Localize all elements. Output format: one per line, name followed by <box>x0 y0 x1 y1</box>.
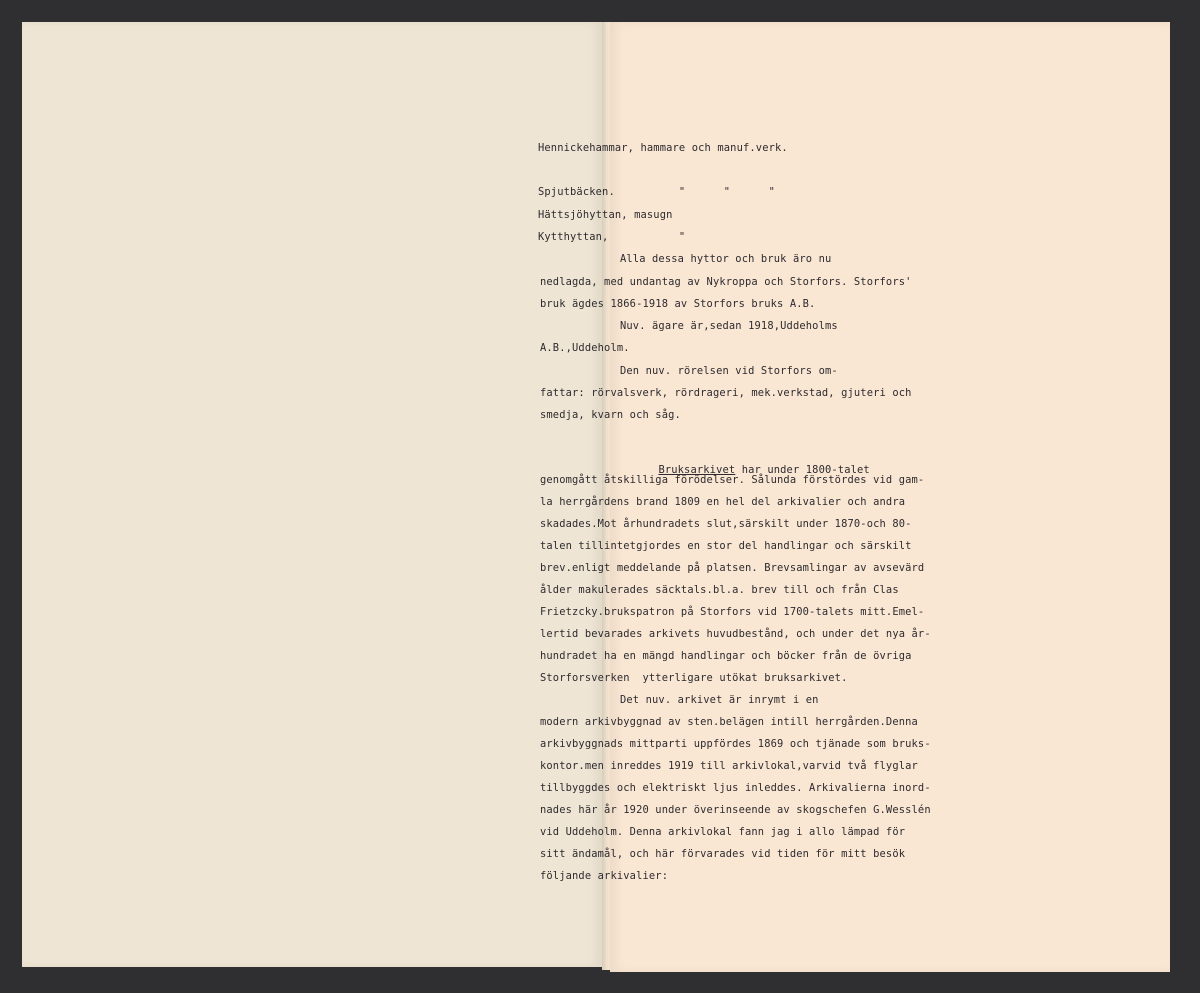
line-11: fattar: rörvalsverk, rördrageri, mek.verkstad, gjuteri och <box>540 387 912 399</box>
line-23: Storforsverken ytterligare utökat bruksarkivet. <box>540 672 848 684</box>
line-1: Hennickehammar, hammare och manuf.verk. <box>538 142 788 154</box>
line-12: smedja, kvarn och såg. <box>540 409 681 421</box>
line-19: ålder makulerades säcktals.bl.a. brev till och från Clas <box>540 584 899 596</box>
line-2: Spjutbäcken. " " " <box>538 186 776 198</box>
line-32: följande arkivalier: <box>540 870 669 882</box>
line-9: A.B.,Uddeholm. <box>540 342 630 354</box>
line-8: Nuv. ägare är,sedan 1918,Uddeholms <box>620 320 838 332</box>
line-3: Hättsjöhyttan, masugn <box>538 209 673 221</box>
line-25: modern arkivbyggnad av sten.belägen intill herrgården.Denna <box>540 716 918 728</box>
line-20: Frietzcky.brukspatron på Storfors vid 1700-talets mitt.Emel- <box>540 606 925 618</box>
line-18: brev.enligt meddelande på platsen. Brevsamlingar av avsevärd <box>540 562 925 574</box>
line-5: Alla dessa hyttor och bruk äro nu <box>620 253 832 265</box>
line-21: lertid bevarades arkivets huvudbestånd, och under det nya år- <box>540 628 931 640</box>
line-17: talen tillintetgjordes en stor del handlingar och särskilt <box>540 540 912 552</box>
line-16: skadades.Mot århundradets slut,särskilt under 1870-och 80- <box>540 518 912 530</box>
typed-text <box>538 22 1170 882</box>
line-26: arkivbyggnads mittparti uppfördes 1869 och tjänade som bruks- <box>540 738 931 750</box>
line-14: genomgått åtskilliga förödelser. Sålunda förstördes vid gam- <box>540 474 925 486</box>
line-22: hundradet ha en mängd handlingar och böcker från de övriga <box>540 650 912 662</box>
line-28: tillbyggdes och elektriskt ljus inleddes. Arkivalierna inord- <box>540 782 931 794</box>
line-15: la herrgårdens brand 1809 en hel del arkivalier och andra <box>540 496 906 508</box>
line-6: nedlagda, med undantag av Nykroppa och Storfors. Storfors' <box>540 276 912 288</box>
line-13-tail: har under 1800-talet <box>735 464 870 476</box>
line-4: Kytthyttan, " <box>538 231 686 243</box>
line-29: nades här år 1920 under överinseende av skogschefen G.Wesslén <box>540 804 931 816</box>
section-heading-bruksarkivet: Bruksarkivet <box>658 464 736 476</box>
line-7: bruk ägdes 1866-1918 av Storfors bruks A.B. <box>540 298 816 310</box>
line-27: kontor.men inreddes 1919 till arkivlokal,varvid två flyglar <box>540 760 918 772</box>
line-30: vid Uddeholm. Denna arkivlokal fann jag i allo lämpad för <box>540 826 906 838</box>
right-page <box>538 22 1170 972</box>
line-24: Det nuv. arkivet är inrymt i en <box>620 694 819 706</box>
line-10: Den nuv. rörelsen vid Storfors om- <box>620 365 838 377</box>
line-31: sitt ändamål, och här förvarades vid tiden för mitt besök <box>540 848 906 860</box>
left-page <box>22 22 602 967</box>
